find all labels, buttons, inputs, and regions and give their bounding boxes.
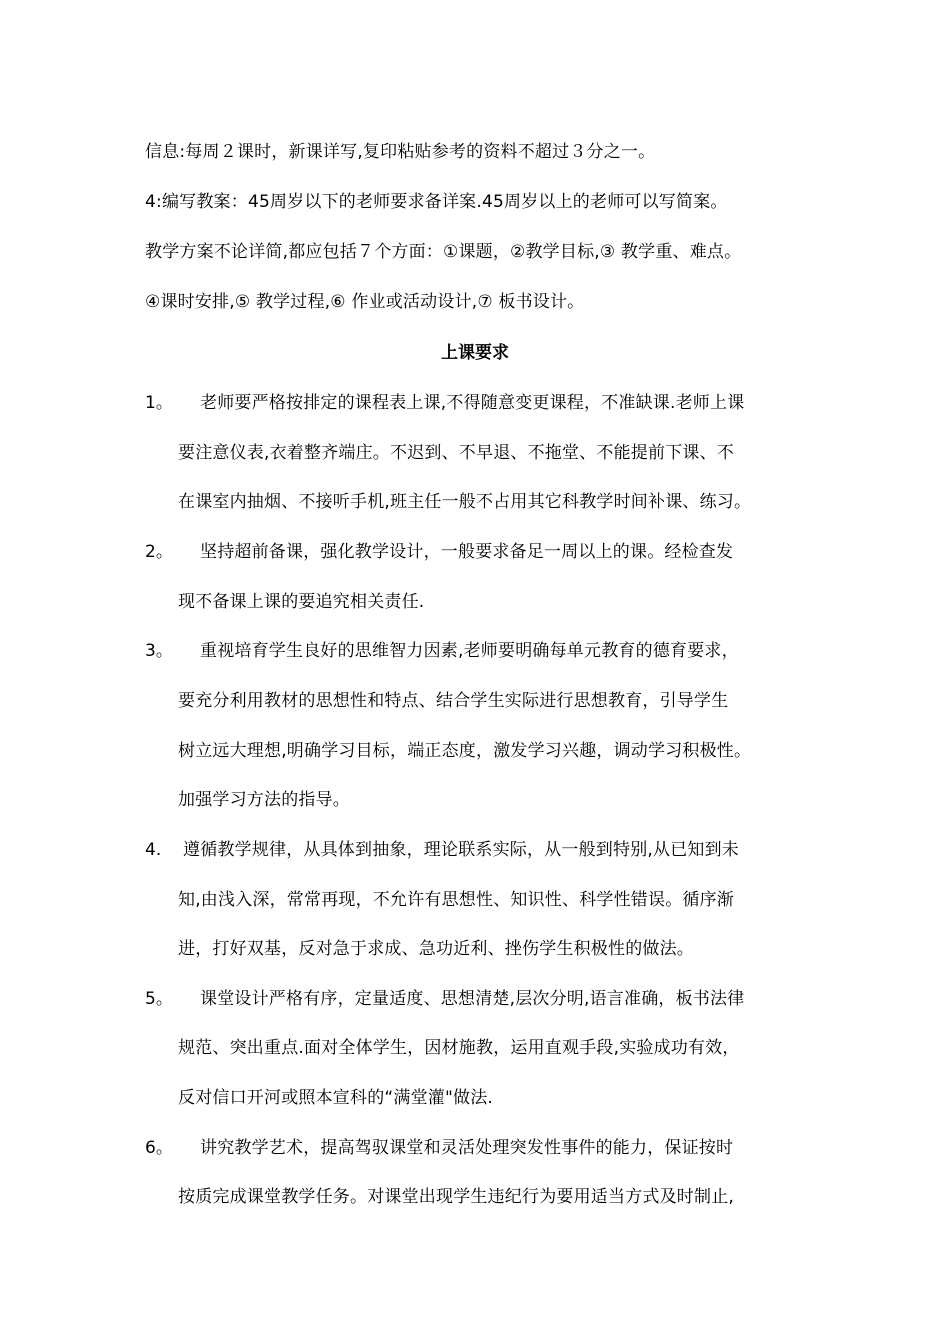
section-title: 上课要求 (441, 343, 509, 363)
item-2-number: 2。 (145, 542, 173, 562)
item-5-line-3: 反对信口开河或照本宣科的“满堂灌"做法. (178, 1088, 494, 1108)
item-1-number: 1。 (145, 393, 173, 413)
item-6-number: 6。 (145, 1138, 173, 1158)
item-6-line-2: 按质完成课堂教学任务。对课堂出现学生违纪行为要用适当方式及时制止, (178, 1187, 735, 1207)
item-4-line-1: 遵循教学规律，从具体到抽象，理论联系实际，从一般到特别,从已知到未 (183, 840, 740, 860)
item-1-line-3: 在课室内抽烟、不接听手机,班主任一般不占用其它科教学时间补课、练习。 (178, 492, 752, 512)
item-3-line-2: 要充分利用教材的思想性和特点、结合学生实际进行思想教育，引导学生 (178, 691, 729, 711)
item-1-line-2: 要注意仪表,衣着整齐端庄。不迟到、不早退、不拖堂、不能提前下课、不 (178, 443, 735, 463)
item-2-line-1: 坚持超前备课，强化教学设计，一般要求备足一周以上的课。经检查发 (200, 542, 734, 562)
item-3-line-3: 树立远大理想,明确学习目标，端正态度，激发学习兴趣，调动学习积极性。 (178, 741, 752, 761)
item-3-number: 3。 (145, 641, 173, 661)
intro-line-3: 教学方案不论详简,都应包括７个方面：①课题，②教学目标,③ 教学重、难点。 (145, 242, 742, 262)
intro-line-2: 4:编写教案：45周岁以下的老师要求备详案.45周岁以上的老师可以写简案。 (145, 192, 728, 212)
item-2-line-2: 现不备课上课的要追究相关责任. (178, 592, 425, 612)
intro-line-4: ④课时安排,⑤ 教学过程,⑥ 作业或活动设计,⑦ 板书设计。 (145, 292, 585, 312)
item-5-line-1: 课堂设计严格有序，定量适度、思想清楚,层次分明,语言准确，板书法律 (200, 989, 745, 1009)
intro-line-1: 信息:每周２课时，新课详写,复印粘贴参考的资料不超过３分之一。 (145, 142, 656, 162)
item-6-line-1: 讲究教学艺术，提高驾驭课堂和灵活处理突发性事件的能力，保证按时 (200, 1138, 734, 1158)
item-1-line-1: 老师要严格按排定的课程表上课,不得随意变更课程，不准缺课.老师上课 (200, 393, 745, 413)
item-3-line-4: 加强学习方法的指导。 (178, 790, 350, 810)
item-3-line-1: 重视培育学生良好的思维智力因素,老师要明确每单元教育的德育要求， (200, 641, 739, 661)
item-4-number: 4. (145, 840, 162, 860)
item-5-line-2: 规范、突出重点.面对全体学生，因材施教，运用直观手段,实验成功有效， (178, 1038, 740, 1058)
item-4-line-3: 进，打好双基，反对急于求成、急功近利、挫伤学生积极性的做法。 (178, 939, 694, 959)
item-5-number: 5。 (145, 989, 173, 1009)
item-4-line-2: 知,由浅入深，常常再现，不允许有思想性、知识性、科学性错误。循序渐 (178, 890, 735, 910)
